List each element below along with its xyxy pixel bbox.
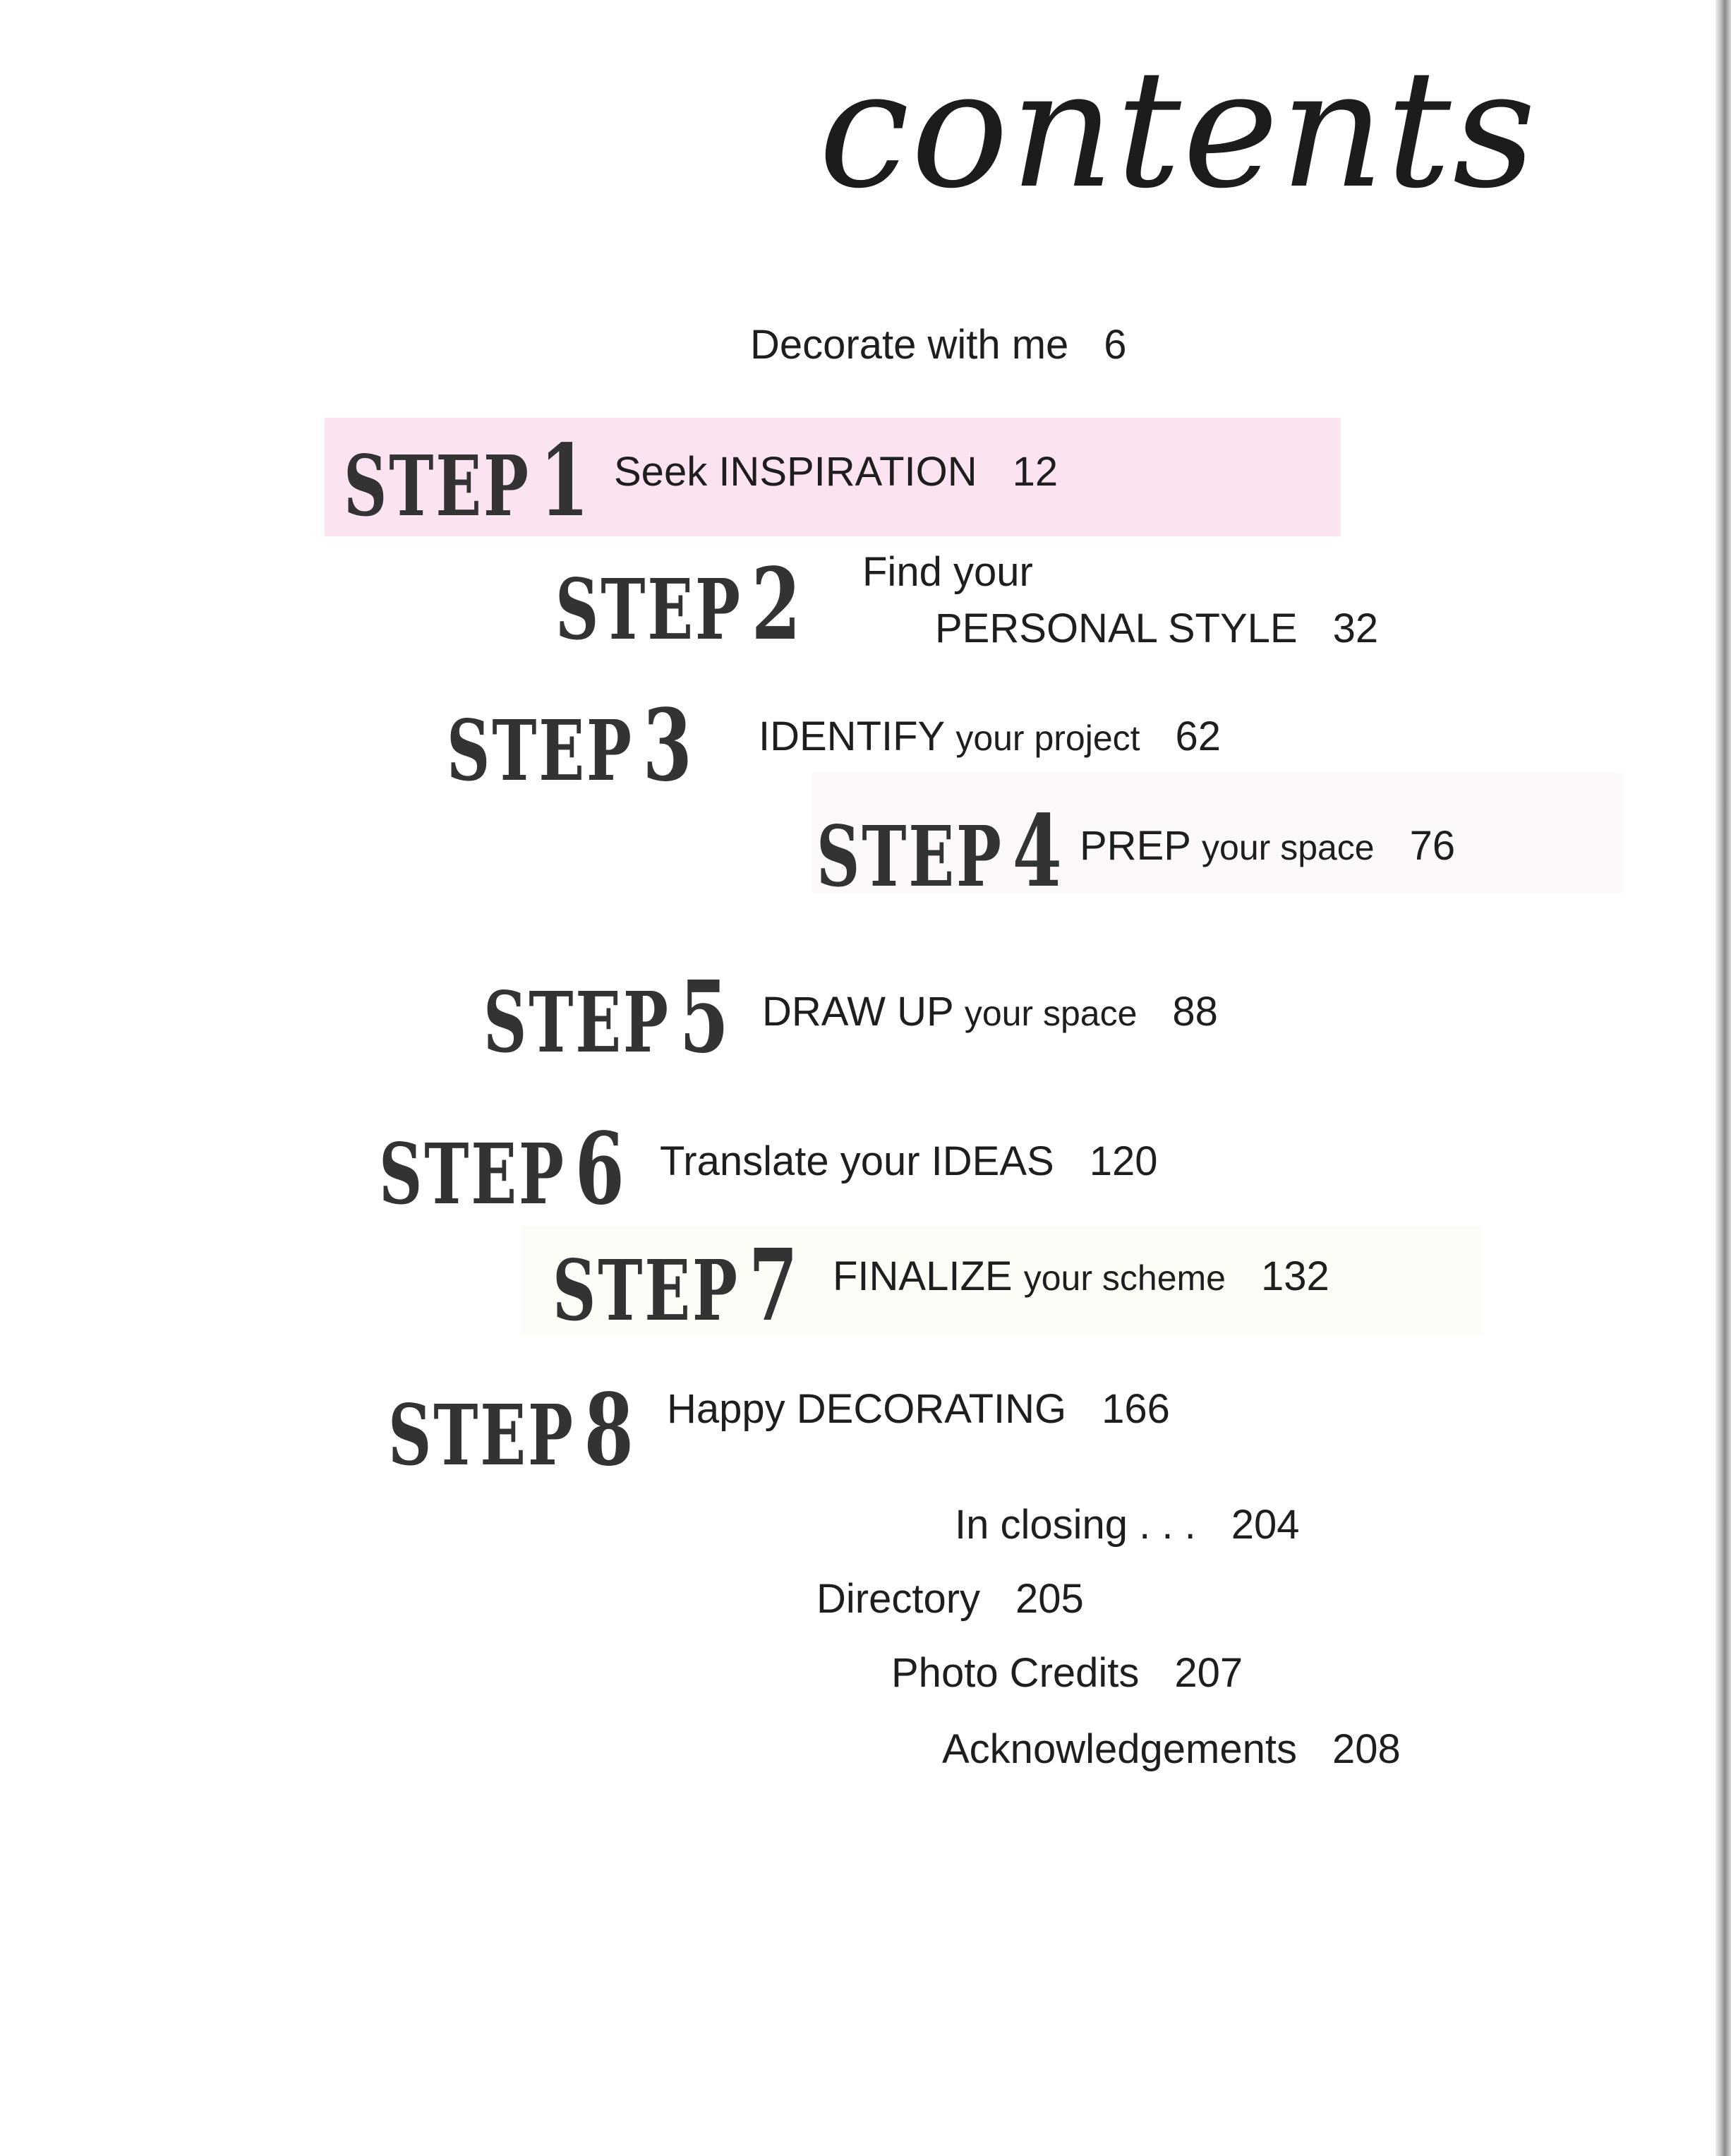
- toc-step-2-line1: Find your: [862, 549, 1033, 595]
- toc-step-7-entry[interactable]: [833, 1253, 1329, 1300]
- toc-page-number: 12: [1012, 449, 1058, 495]
- toc-photo-credits-entry[interactable]: [891, 1649, 1243, 1697]
- toc-step-5-entry[interactable]: [762, 988, 1218, 1035]
- step-7-label: STEP7: [553, 1228, 800, 1344]
- toc-page-number: 166: [1102, 1386, 1170, 1432]
- toc-page-number: 76: [1409, 823, 1456, 869]
- toc-page-number: 32: [1332, 606, 1379, 651]
- toc-step-6-entry[interactable]: [660, 1138, 1158, 1185]
- toc-directory-entry[interactable]: [816, 1575, 1084, 1622]
- toc-entry-label: Decorate with me: [750, 322, 1069, 368]
- step-5-label: STEP5: [483, 960, 731, 1076]
- step-1-label: STEP1: [344, 423, 591, 539]
- toc-entry-label: Directory: [816, 1576, 981, 1622]
- step-6-number: 6: [574, 1112, 627, 1227]
- step-5-number: 5: [679, 960, 731, 1076]
- step-7-number: 7: [748, 1228, 800, 1344]
- toc-entry-caps: DRAW UP: [762, 989, 953, 1035]
- toc-entry-label: Happy DECORATING: [667, 1386, 1067, 1432]
- contents-title: contents: [819, 36, 1538, 224]
- toc-entry-label: PERSONAL STYLE: [935, 606, 1298, 651]
- toc-acknowledgements-entry[interactable]: [942, 1726, 1401, 1773]
- toc-entry-lower: your space: [964, 994, 1138, 1033]
- toc-entry-label: Translate your IDEAS: [660, 1138, 1054, 1184]
- step-8-label: STEP8: [388, 1373, 636, 1488]
- toc-step-1-entry[interactable]: [614, 448, 1058, 495]
- toc-step-4-entry[interactable]: [1080, 822, 1455, 869]
- toc-step-2-entry[interactable]: [935, 605, 1378, 652]
- toc-entry-label: Acknowledgements: [942, 1726, 1297, 1772]
- toc-entry-caps: FINALIZE: [833, 1253, 1013, 1299]
- toc-page-number: 120: [1089, 1138, 1158, 1184]
- page-edge-shadow: [1715, 0, 1731, 2156]
- toc-entry-caps: IDENTIFY: [759, 713, 945, 759]
- toc-entry-label: Photo Credits: [891, 1650, 1140, 1696]
- toc-page-number: 6: [1104, 322, 1127, 368]
- step-6-label: STEP6: [379, 1112, 627, 1227]
- toc-page-number: 207: [1174, 1650, 1243, 1696]
- toc-entry-lower: your scheme: [1023, 1258, 1226, 1298]
- step-2-number: 2: [751, 547, 803, 663]
- toc-page-number: 88: [1172, 989, 1218, 1035]
- toc-entry-lower: your project: [955, 718, 1140, 758]
- toc-entry-label: In closing . . .: [955, 1502, 1196, 1548]
- step-4-number: 4: [1012, 794, 1064, 910]
- step-8-number: 8: [584, 1373, 636, 1488]
- toc-page-number: 205: [1015, 1576, 1084, 1622]
- toc-step-3-entry[interactable]: [759, 713, 1221, 760]
- toc-step-8-entry[interactable]: [667, 1385, 1170, 1433]
- step-2-label: STEP2: [555, 547, 803, 663]
- toc-page-number: 62: [1175, 713, 1222, 759]
- toc-closing-entry[interactable]: [955, 1501, 1300, 1548]
- toc-intro-entry[interactable]: [750, 321, 1127, 368]
- step-4-label: STEP4: [816, 794, 1064, 910]
- toc-page-number: 208: [1332, 1726, 1401, 1772]
- toc-page-number: 132: [1260, 1253, 1329, 1299]
- step-1-number: 1: [539, 423, 591, 539]
- toc-entry-caps: PREP: [1080, 823, 1190, 869]
- step-3-number: 3: [642, 688, 694, 804]
- toc-entry-lower: your space: [1202, 828, 1375, 867]
- toc-entry-label: Seek INSPIRATION: [614, 449, 977, 495]
- toc-page-number: 204: [1231, 1502, 1300, 1548]
- step-3-label: STEP3: [447, 688, 694, 804]
